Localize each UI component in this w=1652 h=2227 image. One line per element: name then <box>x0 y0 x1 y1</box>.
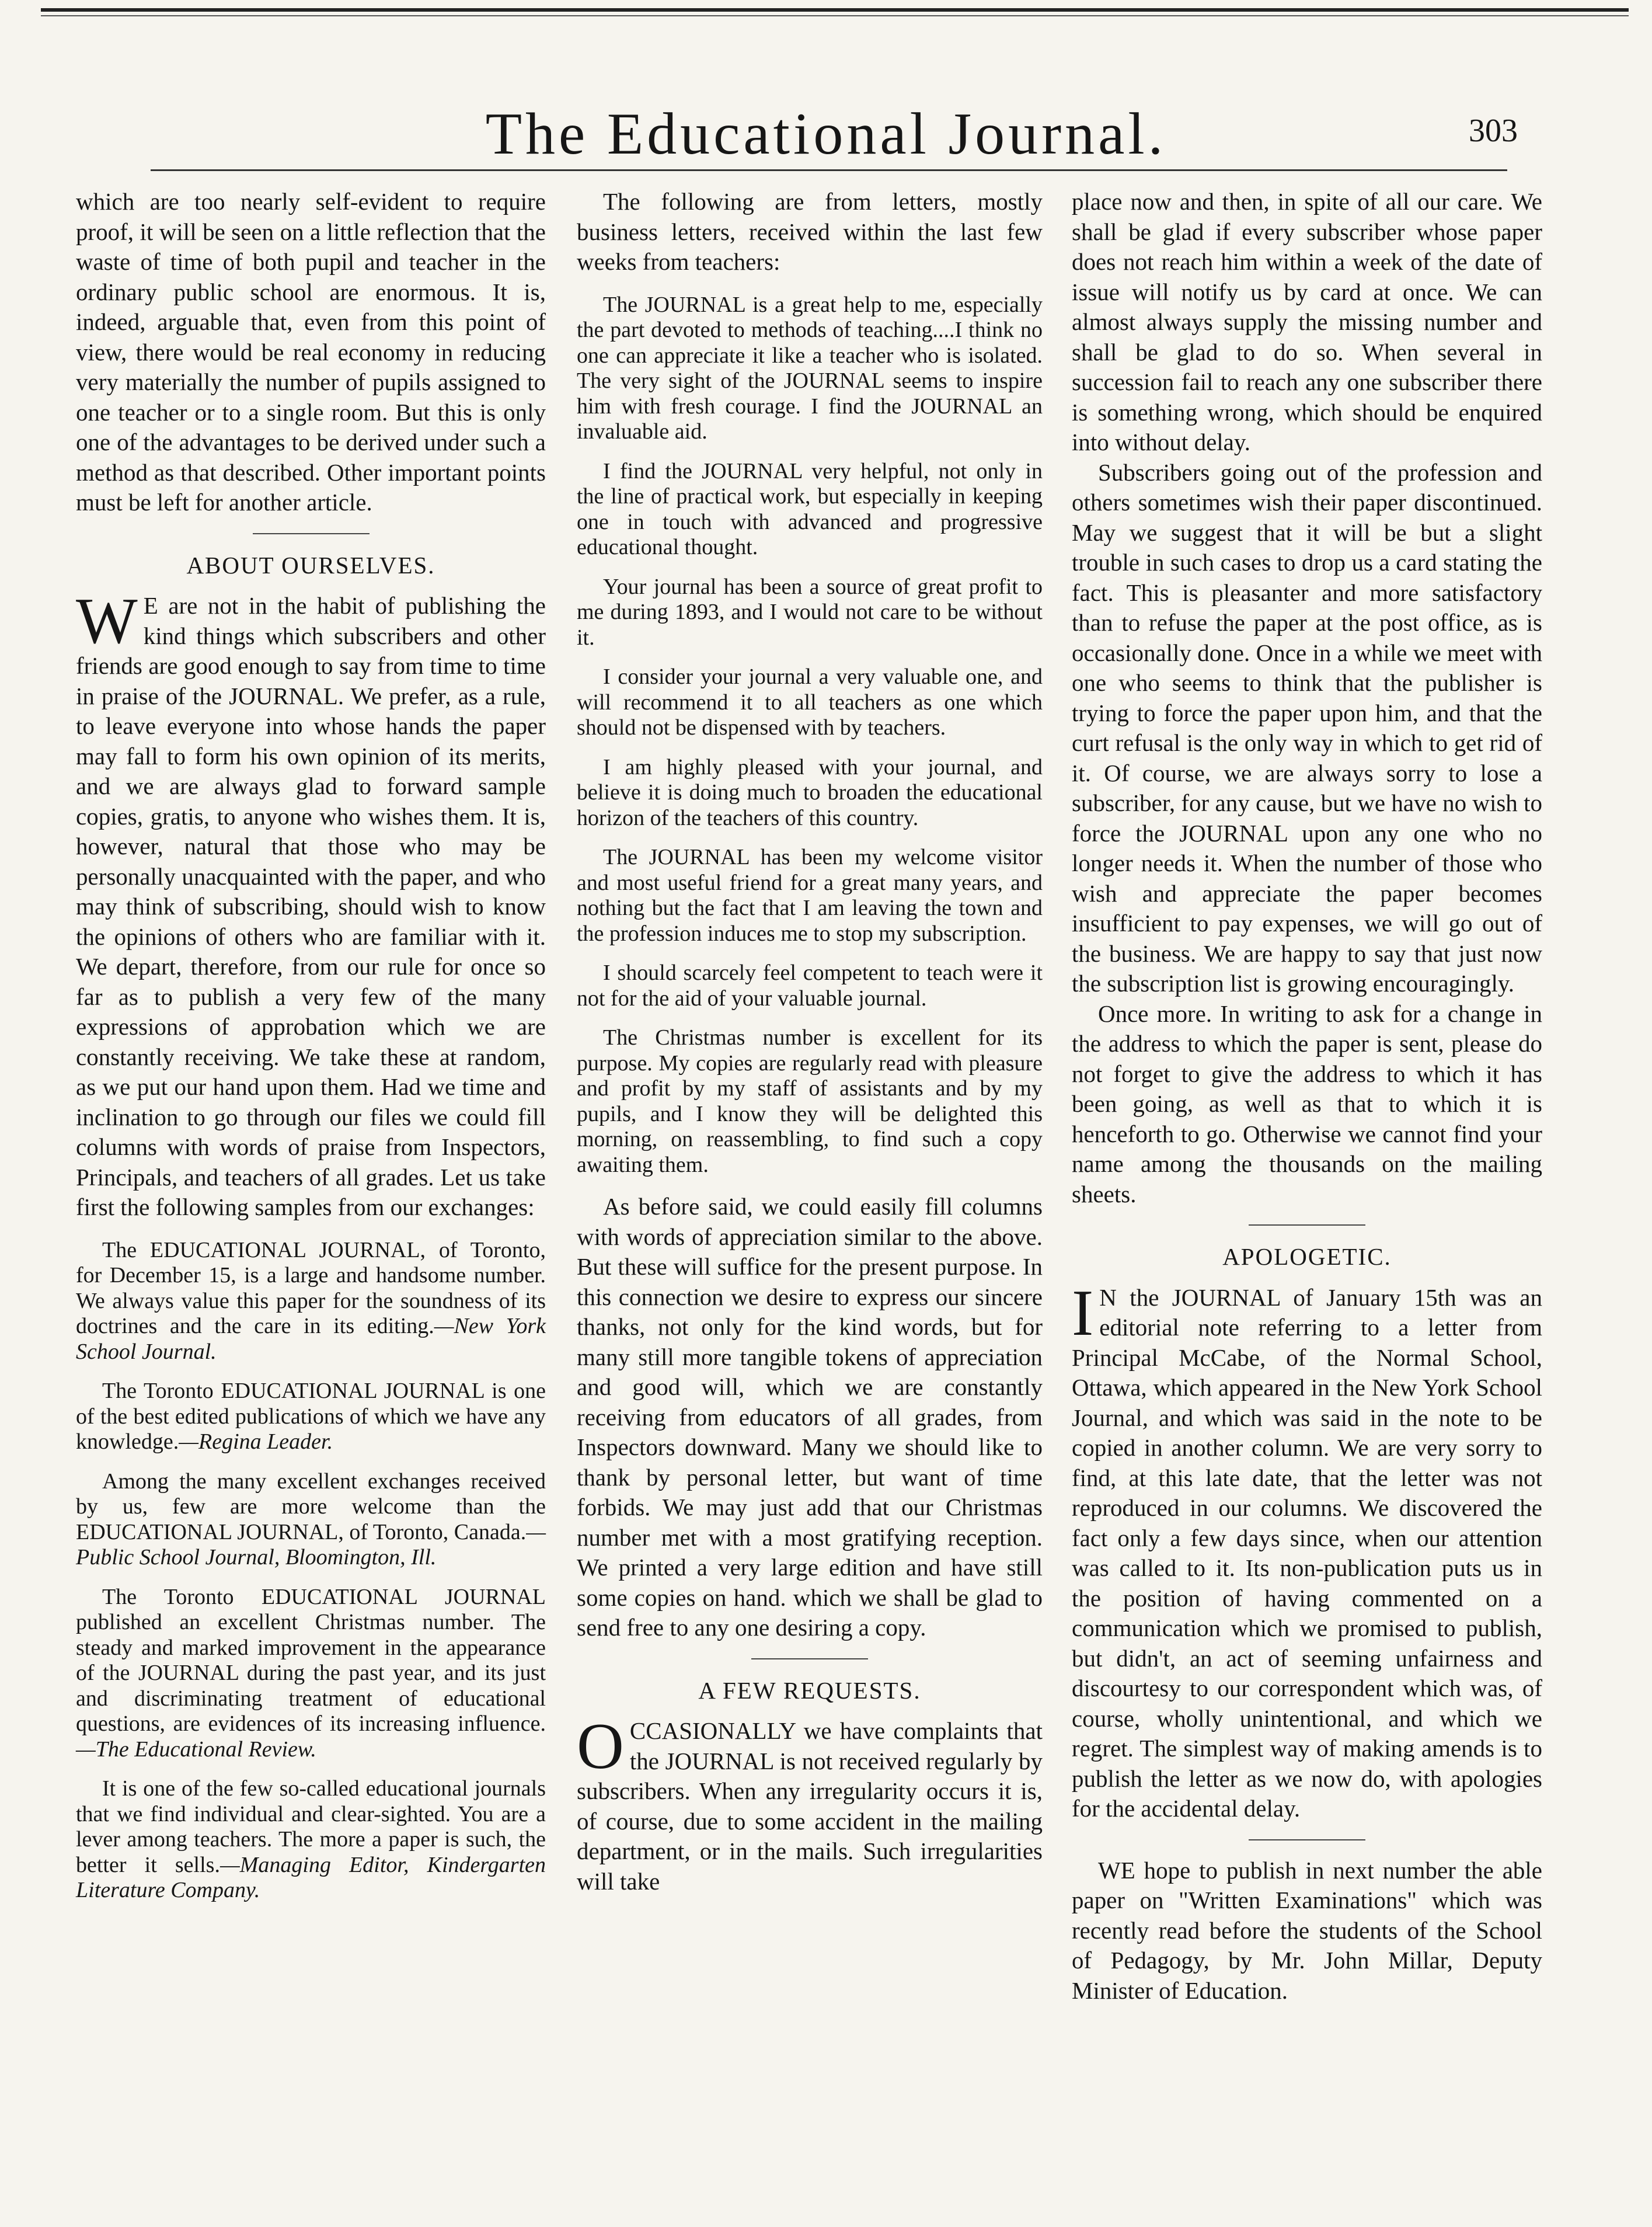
quote-text: It is one of the few so-called educational journals that we find individual and clear-sighted. You are a lever among teachers. The more a paper is such, the better it sells. <box>76 1776 546 1877</box>
subscribers-paragraph: Subscribers going out of the profession and others sometimes wish their paper discontinued. May we suggest that it will be but a slight trouble in such cases to drop us a card stating the fact. This is pleasanter and more satisfactory than to refuse the paper at the post office, as is occasionally done. Once in a while we meet with one who seems to think that the publisher is trying to force the paper upon him, and that the curt refusal is the only way in which to get rid of it. Of course, we are always sorry to lose a subscriber, for any cause, but we have no wish to force the JOURNAL upon any one who no longer needs it. When the number of those who wish and appreciate the paper becomes insufficient to pay expenses, we will go out of the business. We are happy to say that just now the subscription list is growing encouragingly. <box>1072 458 1542 997</box>
letters-intro: The following are from letters, mostly business letters, received within the last few weeks from teachers: <box>577 188 1043 275</box>
section-heading-apologetic: APOLOGETIC. <box>1222 1243 1392 1270</box>
quote-text: The Toronto EDUCATIONAL JOURNAL published an excellent Christmas number. The steady and marked improvement in the appearance of the JOURNAL during the past year, and its just and discriminating treatment of educational questions, are evidences of its increasing influence. <box>76 1584 546 1736</box>
quote-attribution: —Public School Journal, Bloomington, Ill. <box>76 1519 546 1570</box>
teacher-letter-4: I consider your journal a very valuable one, and will recommend it to all teachers as one which should not be dispensed with by teachers. <box>577 664 1043 740</box>
header-rule <box>151 169 1507 171</box>
section-heading-about-ourselves: ABOUT OURSELVES. <box>186 551 435 579</box>
quote-text: The Toronto EDUCATIONAL JOURNAL is one of the best edited publications of which we have any knowledge. <box>76 1379 546 1454</box>
few-requests-body <box>577 1710 1043 1897</box>
about-ourselves-body <box>76 585 546 1223</box>
quote-text: Among the many excellent exchanges received by us, few are more welcome than the EDUCATIONAL JOURNAL, of Toronto, Canada. <box>76 1469 546 1544</box>
address-change-paragraph: Once more. In writing to ask for a change in the address to which the paper is sent, please do not forget to give the address to which it has been going, as well as that to which it is henceforth to go. Otherwise we cannot find your name among the thousands on the mailing sheets. <box>1072 1000 1542 1208</box>
section-divider <box>1249 1839 1365 1840</box>
quote-attribution: —New York School Journal. <box>76 1314 546 1364</box>
top-border-rule-thin <box>41 15 1629 16</box>
exchange-quote-5 <box>76 1776 546 1904</box>
teacher-letter-1: The JOURNAL is a great help to me, especially the part devoted to methods of teaching....I think no one can appreciate it like a teacher who is isolated. The very sight of the JOURNAL seems to inspire him with fresh courage. I find the JOURNAL an invaluable aid. <box>577 292 1043 444</box>
appreciation-paragraph: As before said, we could easily fill columns with words of appreciation similar to the above. But these will suffice for the present purpose. In this connection we desire to express our sincere thanks, not only for the kind words, but for many still more tangible tokens of appreciation and good will, which we are constantly receiving from educators of all grades, from Inspectors downward. Many we should like to thank by personal letter, but want of time forbids. We may just add that our Christmas number met with a most gratifying reception. We printed a very large edition and have still some copies on hand. which we shall be glad to send free to any one desiring a copy. <box>577 1193 1043 1641</box>
teacher-letter-5: I am highly pleased with your journal, and believe it is doing much to broaden the educational horizon of the teachers of this country. <box>577 754 1043 830</box>
teacher-letter-3: Your journal has been a source of great profit to me during 1893, and I would not care to be without it. <box>577 574 1043 650</box>
masthead-title: The Educational Journal. <box>485 101 1167 167</box>
about-ourselves-text: E are not in the habit of publishing the kind things which subscribers and other friends are good enough to say from time to time in praise of the JOURNAL. We prefer, as a rule, to leave everyone into whose hands the paper may fall to form his own opinion of its merits, and we are always glad to forward sample copies, gratis, to anyone who wishes them. It is, however, natural that those who may be personally unacquainted with the paper, and who may think of subscribing, should wish to know the opinions of others who are familiar with it. We depart, therefore, from our rule for once so far as to publish a very few of the many expressions of approbation which we are constantly receiving. We take these at random, as we put our hand upon them. Had we time and inclination to go through our files we could fill columns with words of praise from Inspectors, Principals, and teachers of all grades. Let us take first the following samples from our exchanges: <box>76 592 546 1220</box>
article-continuation: which are too nearly self-evident to require proof, it will be seen on a little reflection that the waste of time of both pupil and teacher in the ordinary public school are enormous. It is, indeed, arguable that, even from this point of view, there would be real economy in reducing very materially the number of pupils assigned to one teacher or to a single room. But this is only one of the advantages to be derived under such a method as that described. Other important points must be left for another article. <box>76 188 546 516</box>
column-2 <box>577 187 1043 1897</box>
drop-cap: O <box>577 1710 624 1783</box>
exchange-quote-4 <box>76 1585 546 1763</box>
top-border-rule <box>41 8 1629 12</box>
section-divider <box>253 533 370 534</box>
quote-text: The EDUCATIONAL JOURNAL, of Toronto, for December 15, is a large and handsome number. We always value this paper for the soundness of its doctrines and the care in its editing. <box>76 1237 546 1338</box>
quote-attribution: —The Educational Review. <box>76 1737 316 1762</box>
next-number-notice: WE hope to publish in next number the able paper on "Written Examinations" which was recently read before the students of the School of Pedagogy, by Mr. John Millar, Deputy Minister of Education. <box>1072 1856 1542 2004</box>
drop-cap: I <box>1072 1276 1094 1349</box>
exchange-quote-1 <box>76 1238 546 1365</box>
section-heading-few-requests: A FEW REQUESTS. <box>698 1676 921 1704</box>
apologetic-body <box>1072 1276 1542 1824</box>
requests-continuation: place now and then, in spite of all our care. We shall be glad if every subscriber whose paper does not reach him within a week of the date of issue will notify us by card at once. We can almost always supply the missing number and shall be glad to do so. When several in succession fail to reach any one subscriber there is something wrong, which should be enquired into without delay. <box>1072 188 1542 455</box>
teacher-letter-2: I find the JOURNAL very helpful, not only in the line of practical work, but especially in keeping one in touch with advanced and progressive educational thought. <box>577 458 1043 559</box>
drop-cap: W <box>76 585 138 657</box>
apologetic-text: N the JOURNAL of January 15th was an editorial note referring to a letter from Principal McCabe, of the Normal School, Ottawa, which appeared in the New York School Journal, and which was said in the note to be copied in another column. We are very sorry to find, at this late date, that the letter was not reproduced in our columns. We discovered the fact only a few days since, when our attention was called to it. Its non-publication puts us in the position of having commented on a communication which we promised to publish, but didn't, an act of seeming unfairness and discourtesy to our correspondent which was, of course, wholly unintentional, and which we regret. The simplest way of making amends is to publish the letter as we now do, with apologies for the accidental delay. <box>1072 1283 1542 1822</box>
column-3 <box>1072 187 1542 2006</box>
teacher-letter-7: I should scarcely feel competent to teach were it not for the aid of your valuable journal. <box>577 961 1043 1011</box>
teacher-letter-6: The JOURNAL has been my welcome visitor and most useful friend for a great many years, and nothing but the fact that I am leaving the town and the profession induces me to stop my subscription. <box>577 845 1043 946</box>
quote-attribution: —Managing Editor, Kindergarten Literature Company. <box>76 1852 546 1902</box>
section-divider <box>1249 1224 1365 1226</box>
teacher-letter-8: The Christmas number is excellent for its purpose. My copies are regularly read with pleasure and profit by my staff of assistants and by my pupils, and I know they will be delighted this morning, on reassembling, to find such a copy awaiting them. <box>577 1025 1043 1177</box>
exchange-quote-2 <box>76 1379 546 1455</box>
few-requests-text: CCASIONALLY we have complaints that the JOURNAL is not received regularly by subscribers. When any irregularity occurs it is, of course, due to some accident in the mailing department, or in the mails. Such irregularities will take <box>577 1717 1043 1895</box>
quote-attribution: —Regina Leader. <box>179 1429 333 1454</box>
column-1 <box>76 187 546 1918</box>
section-divider <box>751 1658 868 1659</box>
page-number: 303 <box>1469 113 1518 149</box>
exchange-quote-3 <box>76 1469 546 1571</box>
